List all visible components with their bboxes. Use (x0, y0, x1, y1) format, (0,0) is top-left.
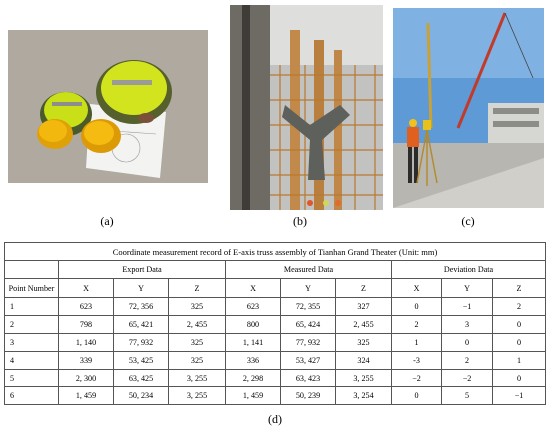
measured-y: 77, 932 (281, 333, 336, 351)
axis-header: Y (114, 279, 169, 298)
deviation-x: 1 (392, 333, 442, 351)
deviation-z: 0 (493, 369, 546, 387)
deviation-y: 5 (442, 387, 493, 405)
export-z: 325 (169, 351, 226, 369)
export-z: 3, 255 (169, 369, 226, 387)
axis-header: X (59, 279, 114, 298)
export-x: 1, 459 (59, 387, 114, 405)
corner-cell (5, 261, 59, 279)
deviation-z: −1 (493, 387, 546, 405)
export-y: 65, 421 (114, 315, 169, 333)
measured-y: 53, 427 (281, 351, 336, 369)
measured-y: 72, 355 (281, 298, 336, 316)
measured-x: 800 (226, 315, 281, 333)
deviation-x: -3 (392, 351, 442, 369)
export-x: 798 (59, 315, 114, 333)
measured-x: 2, 298 (226, 369, 281, 387)
panel-label-c: (c) (461, 214, 475, 228)
deviation-x: 0 (392, 298, 442, 316)
axis-header: Z (169, 279, 226, 298)
table-row (5, 333, 546, 351)
photo-b-truss-scaffolding (230, 5, 383, 210)
export-z: 2, 455 (169, 315, 226, 333)
deviation-x: −2 (392, 369, 442, 387)
measured-z: 324 (336, 351, 392, 369)
coordinate-record-table (4, 242, 546, 405)
point-number: 1 (5, 298, 59, 316)
measured-x: 623 (226, 298, 281, 316)
table-row (5, 369, 546, 387)
group-header-export: Export Data (59, 261, 226, 279)
measured-x: 1, 141 (226, 333, 281, 351)
deviation-y: 2 (442, 351, 493, 369)
deviation-y: 3 (442, 315, 493, 333)
export-x: 623 (59, 298, 114, 316)
measured-x: 1, 459 (226, 387, 281, 405)
export-y: 72, 356 (114, 298, 169, 316)
point-number: 5 (5, 369, 59, 387)
axis-header: Z (493, 279, 546, 298)
measured-z: 3, 254 (336, 387, 392, 405)
deviation-z: 2 (493, 298, 546, 316)
measured-y: 63, 423 (281, 369, 336, 387)
point-number: 3 (5, 333, 59, 351)
table-row (5, 298, 546, 316)
photo-a-workers-reading-drawing (8, 30, 208, 183)
measured-x: 336 (226, 351, 281, 369)
measured-z: 325 (336, 333, 392, 351)
deviation-y: −2 (442, 369, 493, 387)
export-y: 77, 932 (114, 333, 169, 351)
table-title: Coordinate measurement record of E-axis truss assembly of Tianhan Grand Theater (Unit: mm) (5, 243, 546, 261)
axis-header: Y (442, 279, 493, 298)
measured-y: 50, 239 (281, 387, 336, 405)
measured-z: 327 (336, 298, 392, 316)
export-y: 63, 425 (114, 369, 169, 387)
photo-c-surveyor-total-station (393, 8, 544, 208)
deviation-y: −1 (442, 298, 493, 316)
group-header-deviation: Deviation Data (392, 261, 546, 279)
panel-label-a: (a) (100, 214, 114, 228)
export-x: 1, 140 (59, 333, 114, 351)
axis-header: X (392, 279, 442, 298)
deviation-x: 2 (392, 315, 442, 333)
point-number: 6 (5, 387, 59, 405)
deviation-x: 0 (392, 387, 442, 405)
deviation-y: 0 (442, 333, 493, 351)
measured-z: 2, 455 (336, 315, 392, 333)
deviation-z: 1 (493, 351, 546, 369)
axis-header: Z (336, 279, 392, 298)
export-y: 50, 234 (114, 387, 169, 405)
table-row (5, 351, 546, 369)
export-x: 339 (59, 351, 114, 369)
table-row (5, 315, 546, 333)
point-number: 4 (5, 351, 59, 369)
export-x: 2, 300 (59, 369, 114, 387)
deviation-z: 0 (493, 333, 546, 351)
coordinate-record-table-figure (4, 242, 545, 405)
export-z: 3, 255 (169, 387, 226, 405)
export-z: 325 (169, 333, 226, 351)
export-y: 53, 425 (114, 351, 169, 369)
group-header-measured: Measured Data (226, 261, 392, 279)
panel-label-b: (b) (293, 214, 307, 228)
deviation-z: 0 (493, 315, 546, 333)
axis-header: Y (281, 279, 336, 298)
measured-z: 3, 255 (336, 369, 392, 387)
point-number: 2 (5, 315, 59, 333)
export-z: 325 (169, 298, 226, 316)
point-number-header: Point Number (5, 279, 59, 298)
table-row (5, 387, 546, 405)
panel-label-d: (d) (268, 412, 282, 426)
measured-y: 65, 424 (281, 315, 336, 333)
axis-header: X (226, 279, 281, 298)
